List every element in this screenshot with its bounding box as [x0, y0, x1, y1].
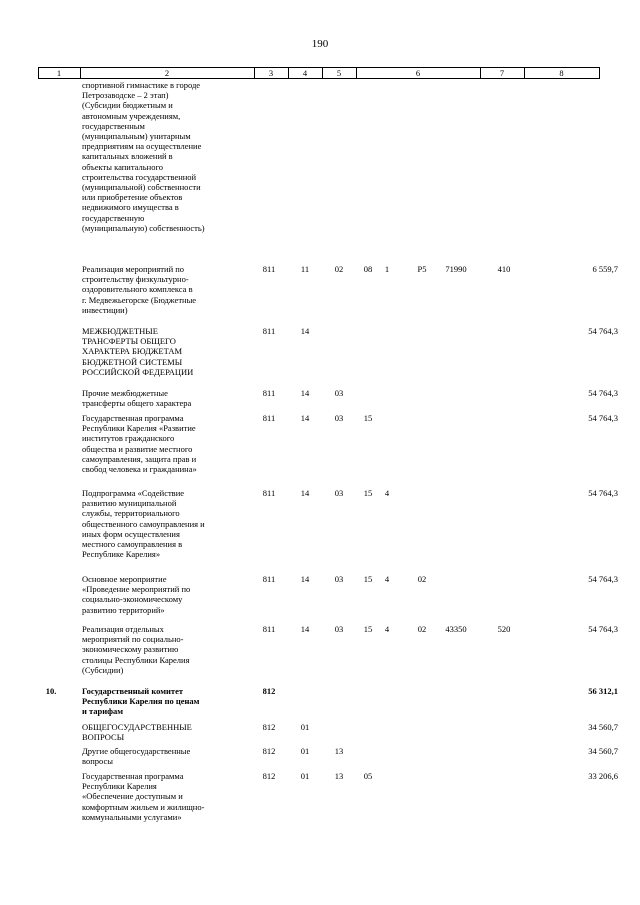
row-description: спортивной гимнастике в городе Петрозаводске – 2 этап) (Субсидии бюджетным и автономным учреждениям, государственным (муниципальным) унитарным предприятиям на осуществление капитальных вложений в объекты капитального строительства государственной (муниципальной) собственности или приобретение объектов недвижимого имущества в государственную (муниципальную) собственность): [82, 80, 205, 233]
row-description: Реализация отдельных мероприятий по социально- экономическому развитию столицы Республики Карелия (Субсидии): [82, 624, 190, 675]
cell-amount: 34 560,7: [588, 746, 618, 756]
cell-ministry-code: 811: [262, 413, 276, 423]
cell-amount: 54 764,3: [588, 488, 618, 498]
col-header-1: 1: [56, 68, 62, 78]
cell-amount: 34 560,7: [588, 722, 618, 732]
col-header-5: 5: [336, 68, 342, 78]
cell-section: 01: [300, 746, 310, 756]
cell-ministry-code: 812: [262, 722, 276, 732]
row-description: Государственная программа Республики Карелия «Развитие институтов гражданского общества и развитие местного самоуправления, защита прав и свобод человека и гражданина»: [82, 413, 197, 475]
col-header-8: 8: [559, 68, 564, 78]
cell-section: 14: [300, 488, 310, 498]
cell-amount: 33 206,6: [588, 771, 618, 781]
cell-target-program: 08: [363, 264, 373, 274]
cell-section: 01: [300, 722, 310, 732]
cell-amount: 56 312,1: [588, 686, 618, 696]
cell-ministry-code: 812: [262, 686, 276, 696]
row-description: Государственная программа Республики Карелия «Обеспечение доступным и комфортным жильем и жилищно- коммунальными услугами»: [82, 771, 205, 822]
cell-section: 14: [300, 388, 310, 398]
row-description: МЕЖБЮДЖЕТНЫЕ ТРАНСФЕРТЫ ОБЩЕГО ХАРАКТЕРА БЮДЖЕТАМ БЮДЖЕТНОЙ СИСТЕМЫ РОССИЙСКОЙ ФЕДЕРАЦИИ: [82, 326, 194, 377]
row-description: Государственный комитет Республики Карелия по ценам и тарифам: [82, 686, 200, 717]
cell-subprogram: 4: [384, 624, 390, 634]
cell-section: 11: [300, 264, 310, 274]
cell-subprogram: 4: [384, 488, 390, 498]
row-description: Подпрограмма «Содействие развитию муниципальной службы, территориального общественного самоуправления и иных форм осуществления местного самоуправления в Республике Карелия»: [82, 488, 205, 560]
cell-subsection: 03: [334, 624, 344, 634]
col-header-4: 4: [302, 68, 308, 78]
cell-section: 01: [300, 771, 310, 781]
cell-ministry-code: 811: [262, 488, 276, 498]
cell-subsection: 13: [334, 746, 344, 756]
cell-ministry-code: 812: [262, 746, 276, 756]
cell-section: 14: [300, 624, 310, 634]
row-description: ОБЩЕГОСУДАРСТВЕННЫЕ ВОПРОСЫ: [82, 722, 192, 743]
col-header-6: 6: [415, 68, 421, 78]
cell-activity: P5: [417, 264, 427, 274]
cell-target-program: 15: [363, 624, 373, 634]
cell-ministry-code: 811: [262, 326, 276, 336]
cell-amount: 54 764,3: [588, 413, 618, 423]
cell-target-program: 15: [363, 413, 373, 423]
header-divider: [599, 67, 600, 79]
cell-target-program: 15: [363, 574, 373, 584]
row-description: Основное мероприятие «Проведение мероприятий по социально-экономическому развитию территорий»: [82, 574, 191, 615]
cell-expense-type: 410: [497, 264, 511, 274]
row-description: Реализация мероприятий по строительству физкультурно- оздоровительного комплекса в г. Медвежьегорске (Бюджетные инвестиции): [82, 264, 197, 315]
cell-ministry-code: 811: [262, 388, 276, 398]
cell-ministry-code: 811: [262, 574, 276, 584]
cell-section: 14: [300, 326, 310, 336]
cell-ministry-code: 811: [262, 264, 276, 274]
cell-amount: 54 764,3: [588, 624, 618, 634]
cell-activity: 02: [417, 574, 427, 584]
cell-direction: 43350: [445, 624, 467, 634]
cell-activity: 02: [417, 624, 427, 634]
cell-subsection: 13: [334, 771, 344, 781]
cell-subsection: 02: [334, 264, 344, 274]
cell-amount: 54 764,3: [588, 388, 618, 398]
cell-subsection: 03: [334, 413, 344, 423]
cell-expense-type: 520: [497, 624, 511, 634]
col-header-3: 3: [268, 68, 274, 78]
col-header-2: 2: [164, 68, 170, 78]
cell-subprogram: 4: [384, 574, 390, 584]
row-description: Другие общегосударственные вопросы: [82, 746, 191, 767]
cell-amount: 54 764,3: [588, 326, 618, 336]
cell-amount: 6 559,7: [592, 264, 618, 274]
cell-target-program: 05: [363, 771, 373, 781]
cell-section: 14: [300, 574, 310, 584]
cell-section: 14: [300, 413, 310, 423]
cell-subprogram: 1: [384, 264, 390, 274]
cell-subsection: 03: [334, 488, 344, 498]
cell-direction: 71990: [445, 264, 467, 274]
row-description: Прочие межбюджетные трансферты общего характера: [82, 388, 192, 409]
row-number: 10.: [45, 686, 57, 696]
cell-ministry-code: 811: [262, 624, 276, 634]
cell-subsection: 03: [334, 388, 344, 398]
cell-target-program: 15: [363, 488, 373, 498]
page-number: 190: [311, 38, 329, 50]
cell-amount: 54 764,3: [588, 574, 618, 584]
cell-subsection: 03: [334, 574, 344, 584]
cell-ministry-code: 812: [262, 771, 276, 781]
col-header-7: 7: [499, 68, 505, 78]
